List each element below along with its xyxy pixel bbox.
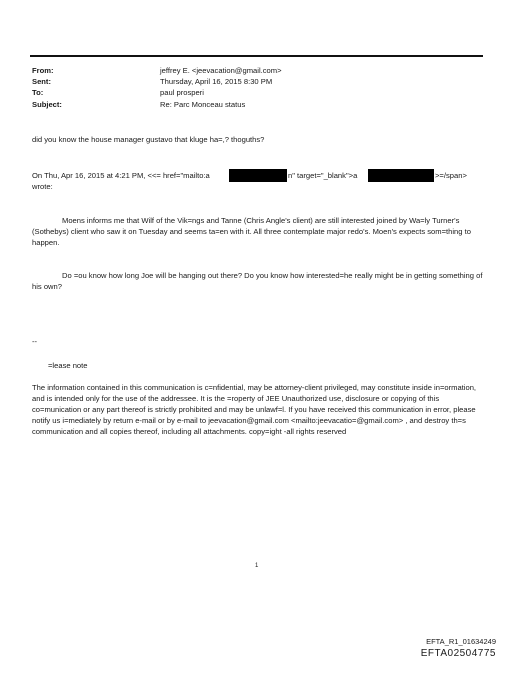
signature-dash: -- [32, 337, 38, 346]
quote-wrote: wrote: [32, 182, 53, 191]
from-label: From: [32, 66, 54, 75]
quote-line-a: On Thu, Apr 16, 2015 at 4:21 PM, <<= href="mailto:a [32, 171, 210, 180]
page-number: 1 [255, 563, 259, 569]
sent-value: Thursday, April 16, 2015 8:30 PM [160, 77, 273, 86]
subject-value: Re: Parc Monceau status [160, 100, 246, 109]
header-rule [30, 55, 483, 57]
bates-number-2: EFTA02504775 [420, 648, 496, 659]
to-value: paul prosperi [160, 88, 204, 97]
quote-header-b [288, 170, 357, 181]
sent-label: Sent: [32, 77, 51, 86]
from-value: jeffrey E. <jeevacation@gmail.com> [160, 66, 282, 75]
disclaimer-text: The information contained in this communication is c=nfidential, may be attorney-client privileged, may constitute inside in=ormation, and is intended only for the use of the addressee. It is the =roperty of JEE Unauthorized use, disclosure or copying of this co=munication or any part thereof is strictly prohibited and may be unlawf=l. If you have received this communication in error, please notify us i=mediately by return e-mail or by e-mail to jeevacation@gmail.com <mailto:jeevacatio=@gmail.com> , and destroy th=s communication and all copies thereof, including all attachments. copy=ight -all rights reserved [32, 383, 477, 436]
bates-number-1: EFTA_R1_01634249 [426, 637, 496, 646]
quote-line-c: >=/span> [435, 171, 467, 180]
to-label: To: [32, 88, 44, 97]
paragraph-joe: Do =ou know how long Joe will be hanging out there? Do you know how interested=he really might be in getting something of his own? [32, 271, 483, 291]
quote-header-c [435, 170, 467, 181]
question-line: did you know the house manager gustavo that kluge ha=,? thoguths? [32, 135, 265, 144]
subject-label: Subject: [32, 100, 62, 109]
quote-line-b2: a [353, 171, 358, 180]
please-note: =lease note [48, 361, 88, 370]
paragraph-moens: Moens informs me that Wilf of the Vik=ngs and Tanne (Chris Angle's client) are still interested joined by Wa=ly Turner's (Sothebys) client who saw it on Tuesday and seems ta=en with it. All three contemplate major redo's. Moen's expects som=thing to happen. [32, 216, 471, 247]
quote-line-b: n" target="_blank"> [288, 171, 354, 180]
